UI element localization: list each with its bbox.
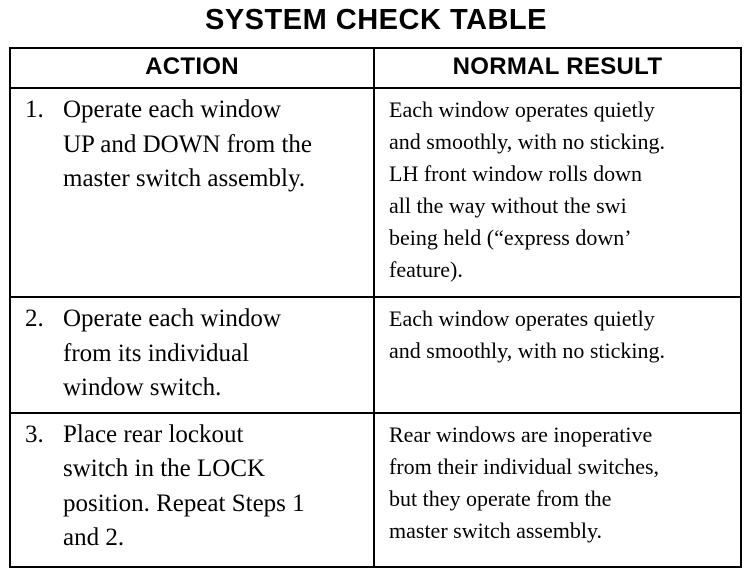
action-cell [10, 88, 374, 297]
step-number: 3. [25, 420, 44, 448]
result-line: all the way without the swi [389, 193, 627, 218]
result-line: from their individual switches, [389, 453, 660, 479]
action-line: UP and DOWN from the [63, 130, 313, 158]
result-line: master switch assembly. [389, 517, 603, 543]
result-line: but they operate from the [389, 485, 612, 511]
table-header-row [10, 48, 741, 88]
action-line: switch in the LOCK [63, 455, 266, 482]
result-line: Rear windows are inoperative [389, 421, 653, 447]
result-line: LH front window rolls down [389, 161, 642, 186]
system-check-table [9, 47, 742, 568]
normal-result-column-header: NORMAL RESULT [374, 48, 741, 88]
result-line: and smoothly, with no sticking. [389, 129, 666, 154]
action-column-header: ACTION [10, 48, 374, 88]
action-line: from its individual [63, 339, 250, 367]
action-text [63, 418, 367, 556]
action-line: window switch. [63, 374, 222, 401]
action-line: Operate each window [63, 96, 281, 123]
table-row [10, 297, 741, 413]
result-cell [374, 88, 741, 297]
action-line: master switch assembly. [63, 165, 306, 192]
result-line: feature). [389, 257, 463, 282]
step-number: 1. [25, 96, 44, 123]
result-line: Each window operates quietly [389, 97, 655, 122]
action-line: position. Repeat Steps 1 [63, 489, 305, 517]
result-cell [374, 413, 741, 567]
table-row [10, 413, 741, 567]
action-cell [10, 297, 374, 413]
result-line: and smoothly, with no sticking. [389, 338, 666, 363]
result-line: Each window operates quietly [389, 306, 655, 331]
result-cell [374, 297, 741, 413]
action-line: Place rear lockout [63, 420, 244, 448]
action-text [63, 93, 367, 197]
result-line: being held (“express down’ [389, 225, 632, 250]
action-line: Operate each window [63, 305, 281, 332]
step-number: 2. [25, 305, 44, 332]
page-title: SYSTEM CHECK TABLE [205, 4, 547, 36]
action-text [63, 302, 367, 406]
action-cell [10, 413, 374, 567]
action-line: and 2. [63, 524, 125, 551]
table-row [10, 88, 741, 297]
